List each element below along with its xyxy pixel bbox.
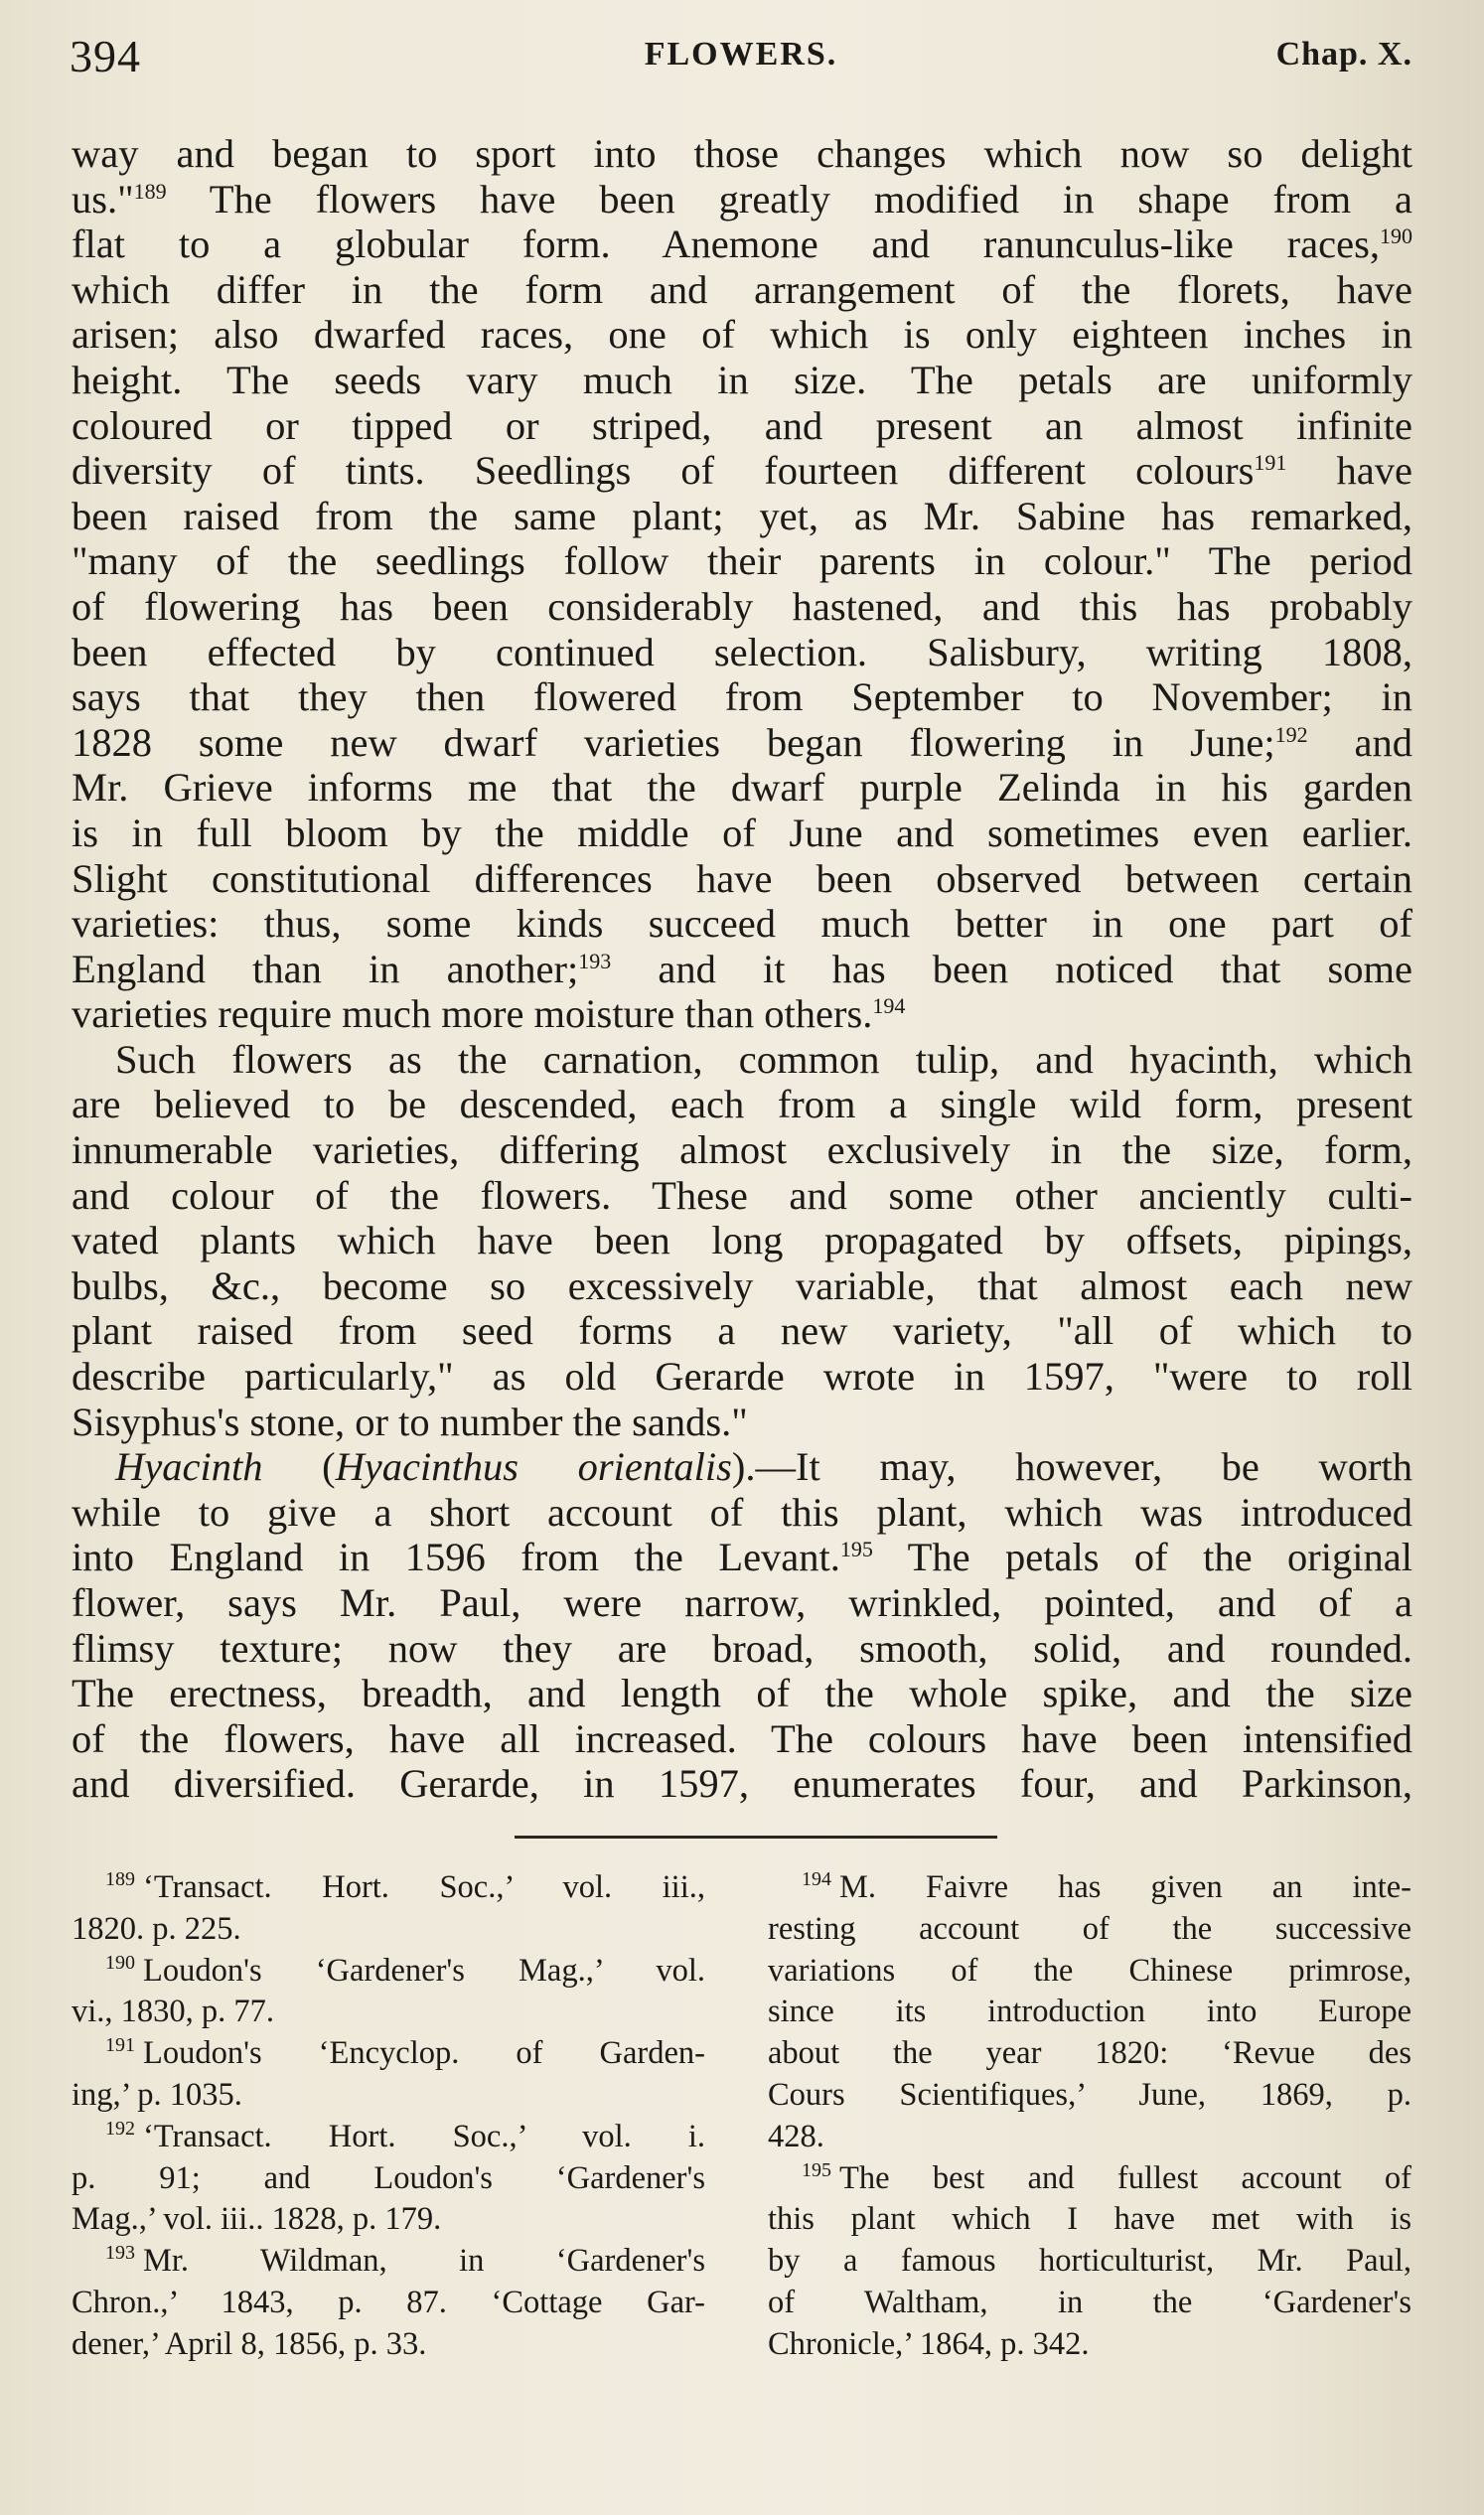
text-run: and — [1307, 719, 1412, 765]
text-run: flat to a globular form. Anemone and ranunculus-like races, — [72, 222, 1380, 267]
body-line — [72, 1218, 1412, 1263]
footnote-line — [72, 2241, 705, 2283]
footnote-line — [72, 1909, 705, 1951]
body-line — [72, 1308, 1412, 1354]
footnote-line — [768, 1992, 1411, 2033]
body-line — [72, 856, 1412, 902]
footnote-line — [72, 2283, 705, 2324]
text-run: ).—It may, however, be worth — [731, 1444, 1412, 1490]
body-line — [72, 765, 1412, 811]
text-run: The flowers have been greatly modified in shape from a — [166, 176, 1412, 222]
footnote-number: 194 — [802, 1868, 831, 1890]
text-run: while to give a short account of this plant, which was introduced — [72, 1489, 1412, 1535]
footnote-194 — [768, 1867, 1411, 2158]
footnote-reference: 189 — [133, 178, 167, 204]
body-line — [72, 584, 1412, 630]
footnote-line — [768, 1867, 1411, 1909]
footnote-text: Loudon's ‘Gardener's Mag.,’ vol. — [143, 1952, 705, 1989]
text-run: varieties: thus, some kinds succeed much better in one part of — [72, 901, 1412, 947]
text-run: The petals of the original — [872, 1535, 1412, 1580]
text-run: is in full bloom by the middle of June and sometimes even earlier. — [72, 810, 1412, 855]
body-line — [72, 1037, 1412, 1083]
footnote-text: ‘Transact. Hort. Soc.,’ vol. i. — [143, 2118, 705, 2154]
footnote-line — [72, 1951, 705, 1993]
text-run: 1828 some new dwarf varieties began flowering in June; — [72, 719, 1275, 765]
footnote-line — [768, 2324, 1411, 2366]
body-line — [72, 1127, 1412, 1173]
body-line — [72, 1444, 1412, 1490]
text-run: The erectness, breadth, and length of the whole spike, and the size — [72, 1671, 1412, 1716]
footnote-text: by a famous horticulturist, Mr. Paul, — [768, 2243, 1411, 2280]
body-line — [72, 901, 1412, 947]
footnote-text: since its introduction into Europe — [768, 1994, 1411, 2030]
body-line — [72, 177, 1412, 222]
footnote-line — [768, 1951, 1411, 1993]
body-line — [72, 1490, 1412, 1536]
body-line — [72, 991, 1412, 1037]
footnote-text: 1820. p. 225. — [72, 1910, 241, 1947]
footnote-line — [72, 2117, 705, 2158]
body-line — [72, 1535, 1412, 1580]
footnote-reference: 190 — [1380, 223, 1412, 249]
footnote-text: M. Faivre has given an inte- — [839, 1869, 1411, 1905]
text-run: bulbs, &c., become so excessively variable, that almost each new — [72, 1262, 1412, 1308]
footnote-193 — [72, 2241, 705, 2365]
footnote-line — [72, 2199, 705, 2241]
footnote-text: variations of the Chinese primrose, — [768, 1952, 1411, 1989]
text-run: diversity of tints. Seedlings of fourteen different colours — [72, 448, 1255, 494]
footnote-line — [768, 2075, 1411, 2117]
footnote-text: Mr. Wildman, in ‘Gardener's — [143, 2243, 705, 2280]
body-line — [72, 1716, 1412, 1762]
footnote-number: 195 — [802, 2158, 831, 2181]
body-line — [72, 811, 1412, 856]
text-run: of the flowers, have all increased. The colours have been intensified — [72, 1715, 1412, 1761]
page-number: 394 — [70, 31, 141, 81]
text-run: plant raised from seed forms a new variety, "all of which to — [72, 1308, 1412, 1354]
text-run: into England in 1596 from the Levant. — [72, 1535, 840, 1580]
footnote-reference: 195 — [839, 1537, 873, 1562]
text-run: innumerable varieties, differing almost exclusively in the size, form, — [72, 1127, 1412, 1173]
body-line — [72, 312, 1412, 358]
footnote-line — [768, 1909, 1411, 1951]
text-run: England than in another; — [72, 946, 579, 991]
footnote-line — [72, 2075, 705, 2117]
footnote-text: dener,’ April 8, 1856, p. 33. — [72, 2325, 427, 2362]
page-header — [70, 30, 1412, 85]
running-head: FLOWERS. — [644, 36, 838, 73]
footnote-line — [768, 2199, 1411, 2241]
footnote-number: 191 — [105, 2034, 135, 2057]
footnote-reference: 191 — [1254, 450, 1287, 476]
footnote-line — [72, 2033, 705, 2075]
text-run: us." — [72, 176, 134, 222]
body-line — [72, 448, 1412, 494]
chapter-label: Chap. X. — [1275, 36, 1412, 73]
text-run: "many of the seedlings follow their parents in colour." The period — [72, 538, 1412, 584]
text-run: height. The seeds vary much in size. The petals are uniformly — [72, 357, 1412, 402]
footnote-text: about the year 1820: ‘Revue des — [768, 2035, 1411, 2072]
footnote-text: this plant which I have met with is — [768, 2201, 1411, 2238]
text-run: Slight constitutional differences have been observed between certain — [72, 855, 1412, 901]
text-run: are believed to be descended, each from a single wild form, present — [72, 1082, 1412, 1127]
text-run: Mr. Grieve informs me that the dwarf purple Zelinda in his garden — [72, 765, 1412, 811]
footnote-text: p. 91; and Loudon's ‘Gardener's — [72, 2159, 705, 2196]
body-line — [72, 1082, 1412, 1127]
footnote-line — [768, 2117, 1411, 2158]
footnote-line — [768, 2158, 1411, 2200]
footnote-text: Chronicle,’ 1864, p. 342. — [768, 2325, 1090, 2362]
footnote-line — [768, 2241, 1411, 2283]
footnote-reference: 192 — [1274, 721, 1308, 747]
text-run: flower, says Mr. Paul, were narrow, wrinkled, pointed, and of a — [72, 1580, 1412, 1625]
text-run: and diversified. Gerarde, in 1597, enumerates four, and Parkinson, — [72, 1761, 1412, 1807]
text-run: and it has been noticed that some — [611, 946, 1412, 991]
body-line — [72, 131, 1412, 177]
body-line — [72, 674, 1412, 720]
footnote-text: vi., 1830, p. 77. — [72, 1994, 275, 2030]
footnote-line — [768, 2283, 1411, 2324]
text-run: ( — [262, 1444, 336, 1490]
footnote-line — [72, 2158, 705, 2200]
text-run: flimsy texture; now they are broad, smooth, solid, and rounded. — [72, 1625, 1412, 1671]
footnote-reference: 194 — [872, 993, 906, 1019]
body-line — [72, 1173, 1412, 1219]
text-run: Sisyphus's stone, or to number the sands." — [72, 1399, 748, 1444]
footnote-number: 193 — [105, 2242, 135, 2265]
footnote-line — [72, 1992, 705, 2033]
footnote-text: ing,’ p. 1035. — [72, 2076, 242, 2113]
footnotes-left-column — [72, 1867, 705, 2366]
italic-text: Hyacinthus orientalis — [335, 1444, 732, 1490]
italic-text: Hyacinth — [115, 1444, 263, 1490]
footnote-190 — [72, 1951, 705, 2034]
text-run: says that they then flowered from September to November; in — [72, 674, 1412, 720]
footnote-line — [72, 2324, 705, 2366]
text-run: way and began to sport into those changes which now so delight — [72, 131, 1412, 176]
body-line — [72, 1580, 1412, 1626]
body-line — [72, 1671, 1412, 1716]
body-line — [72, 1626, 1412, 1672]
body-line — [72, 947, 1412, 992]
footnote-189 — [72, 1867, 705, 1951]
footnote-text: resting account of the successive — [768, 1910, 1411, 1947]
text-run: of flowering has been considerably hastened, and this has probably — [72, 583, 1412, 629]
footnote-192 — [72, 2117, 705, 2241]
body-line — [72, 1263, 1412, 1309]
body-text — [72, 131, 1412, 1807]
footnote-text: The best and fullest account of — [839, 2159, 1411, 2196]
body-line — [72, 222, 1412, 267]
body-line — [72, 538, 1412, 584]
text-run: which differ in the form and arrangement of the florets, have — [72, 266, 1412, 312]
footnote-text: of Waltham, in the ‘Gardener's — [768, 2284, 1411, 2320]
text-run: been effected by continued selection. Salisbury, writing 1808, — [72, 629, 1412, 674]
footnote-text: ‘Transact. Hort. Soc.,’ vol. iii., — [143, 1869, 705, 1905]
text-run: and colour of the flowers. These and some other anciently culti- — [72, 1172, 1412, 1218]
text-run: been raised from the same plant; yet, as Mr. Sabine has remarked, — [72, 493, 1412, 538]
footnote-number: 192 — [105, 2117, 135, 2140]
footnote-text: Mag.,’ vol. iii.. 1828, p. 179. — [72, 2201, 442, 2238]
body-line — [72, 267, 1412, 313]
body-line — [72, 358, 1412, 403]
body-line — [72, 1761, 1412, 1807]
text-run: vated plants which have been long propagated by offsets, pipings, — [72, 1218, 1412, 1263]
body-line — [72, 1354, 1412, 1400]
footnotes-right-column — [768, 1867, 1411, 2366]
footnote-text: Chron.,’ 1843, p. 87. ‘Cottage Gar- — [72, 2284, 705, 2320]
body-line — [72, 630, 1412, 675]
text-run: have — [1286, 448, 1412, 494]
footnote-195 — [768, 2158, 1411, 2366]
footnote-line — [72, 1867, 705, 1909]
text-run: coloured or tipped or striped, and present an almost infinite — [72, 402, 1412, 448]
body-line — [72, 1400, 1412, 1445]
footnote-number: 190 — [105, 1951, 135, 1974]
footnote-number: 189 — [105, 1868, 135, 1890]
body-line — [72, 720, 1412, 766]
footnote-line — [768, 2033, 1411, 2075]
footnote-text: Cours Scientifiques,’ June, 1869, p. — [768, 2076, 1411, 2113]
body-line — [72, 494, 1412, 539]
footnote-divider — [515, 1836, 997, 1839]
text-run: Such flowers as the carnation, common tulip, and hyacinth, which — [115, 1036, 1412, 1082]
footnote-191 — [72, 2033, 705, 2117]
body-line — [72, 403, 1412, 449]
footnote-text: 428. — [768, 2118, 824, 2154]
text-run: describe particularly," as old Gerarde wrote in 1597, "were to roll — [72, 1354, 1412, 1400]
text-run: arisen; also dwarfed races, one of which is only eighteen inches in — [72, 312, 1412, 358]
text-run: varieties require much more moisture than others. — [72, 991, 873, 1037]
footnote-reference: 193 — [578, 948, 612, 973]
footnote-text: Loudon's ‘Encyclop. of Garden- — [143, 2035, 705, 2072]
